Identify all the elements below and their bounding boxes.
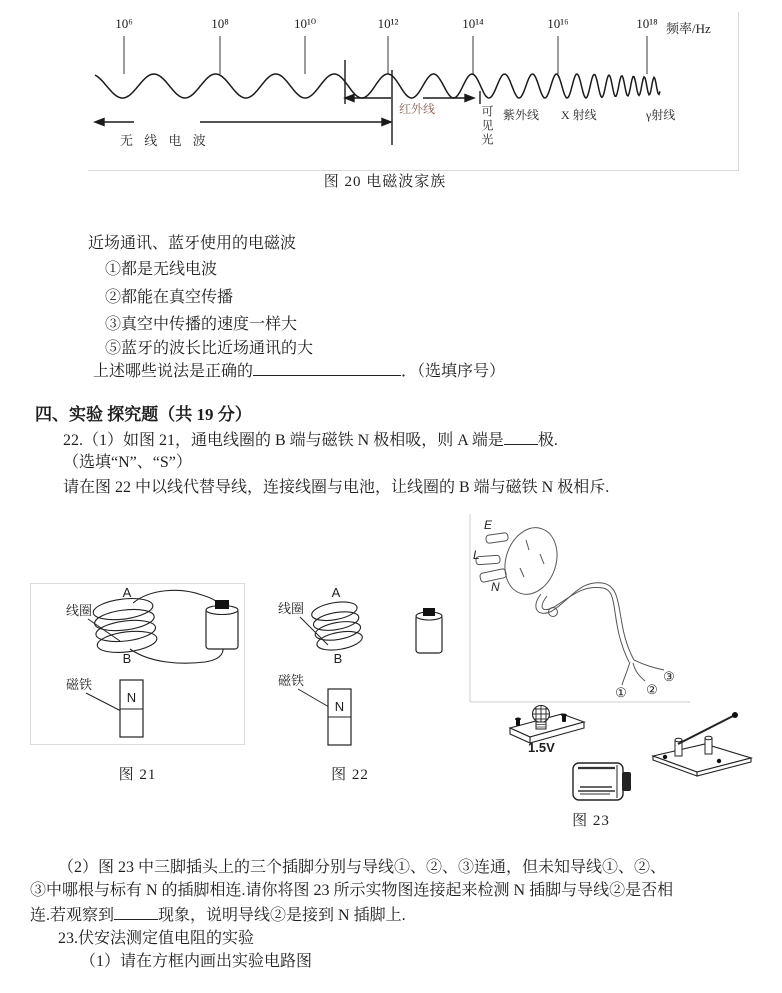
q22b-line-3 xyxy=(30,905,406,925)
wire-label-2: ② xyxy=(646,682,658,697)
q22-line-3: 请在图 22 中以线代替导线，连接线圈与电池，让线圈的 B 端与磁铁 N 极相斥. xyxy=(63,479,610,496)
q23-line-2: （1）请在方框内画出实验电路图 xyxy=(80,953,313,970)
magnet-22 xyxy=(328,689,351,745)
figure-20-caption: 图 20 电磁波家族 xyxy=(323,174,447,190)
magnet-21 xyxy=(120,680,143,737)
figure-23-frame xyxy=(470,514,690,702)
answer-blank xyxy=(114,905,158,920)
figure-22-drawing xyxy=(270,585,455,750)
q22-line1-text: 22.（1）如图 21，通电线圈的 B 端与磁铁 N 极相吸，则 A 端是 xyxy=(63,432,504,449)
section-4-title: 四、实验 探究题（共 19 分） xyxy=(35,405,252,424)
answer-blank xyxy=(504,430,538,445)
plug-pin-label-l: L xyxy=(473,548,480,562)
q21-option: ①都是无线电波 xyxy=(105,261,218,278)
figure-23-plug-drawing xyxy=(468,512,703,707)
band-label-infrared: 红外线 xyxy=(399,102,436,116)
coil-terminal-b: B xyxy=(122,651,132,666)
q22-line-1 xyxy=(63,430,558,450)
freq-tick-label: 10¹⁶ xyxy=(547,16,569,31)
battery-23-drawing xyxy=(570,758,635,806)
q21-intro: 近场通讯、蓝牙使用的电磁波 xyxy=(88,235,297,252)
plug-cord xyxy=(536,583,664,685)
magnet-pole-n: N xyxy=(126,690,137,705)
freq-tick-lines xyxy=(124,36,647,74)
coil-terminal-a: A xyxy=(331,585,341,600)
magnet-pole-n: N xyxy=(334,699,345,714)
coil-22 xyxy=(310,599,363,653)
q21-answer-suffix: ．（选填序号） xyxy=(401,363,506,380)
band-label-xray: X 射线 xyxy=(561,108,597,122)
wire-label-3: ③ xyxy=(663,669,675,684)
plug-pins xyxy=(476,533,544,583)
battery-22 xyxy=(416,608,442,653)
q22b-line3-text: 连.若观察到 xyxy=(30,907,115,924)
freq-tick-label: 10⁶ xyxy=(115,16,133,31)
freq-tick-label: 10⁸ xyxy=(211,16,229,31)
magnet-label: 磁铁 xyxy=(66,677,93,692)
switch-knob xyxy=(732,712,738,718)
freq-axis-unit: 频率/Hz xyxy=(666,21,711,36)
coil-21 xyxy=(92,596,158,656)
em-wave xyxy=(95,74,660,98)
battery-terminal xyxy=(423,608,435,616)
magnet-pointer-line xyxy=(86,693,121,711)
answer-blank xyxy=(253,361,401,376)
coil-label: 线圈 xyxy=(278,601,305,616)
freq-tick-label: 10¹⁴ xyxy=(462,16,484,31)
plug-pin-label-n: N xyxy=(491,580,500,594)
freq-tick-label: 10¹² xyxy=(377,16,399,31)
q21-answer-line xyxy=(93,361,505,381)
magnet-pointer-line xyxy=(298,689,329,707)
battery-21 xyxy=(206,600,238,649)
coil-label: 线圈 xyxy=(66,603,93,618)
lamp-voltage-label: 1.5V xyxy=(528,740,555,755)
q21-option: ⑤蓝牙的波长比近场通讯的大 xyxy=(105,340,314,357)
figure-21-drawing xyxy=(30,583,245,745)
coil-terminal-a: A xyxy=(122,585,132,600)
battery-terminal xyxy=(215,600,229,609)
band-label-radio: 无 线 电 波 xyxy=(120,133,210,148)
battery-terminal xyxy=(622,772,631,791)
q22-line-2: （选填“N”、“S”） xyxy=(63,454,192,471)
figure-23-caption: 图 23 xyxy=(572,813,610,829)
q22b-line3-tail: 现象，说明导线②是接到 N 插脚上. xyxy=(158,907,406,924)
wire-a-to-battery xyxy=(133,590,221,608)
q22b-line-2: ③中哪根与标有 N 的插脚相连.请你将图 23 所示实物图连接起来检测 N 插脚与导线②是否相 xyxy=(30,882,674,899)
figure-22-caption: 图 22 xyxy=(331,767,369,783)
freq-tick-label: 10¹⁰ xyxy=(293,16,317,31)
figure-21-caption: 图 21 xyxy=(118,767,157,783)
band-label-ultraviolet: 紫外线 xyxy=(503,108,540,122)
q21-answer-prompt: 上述哪些说法是正确的 xyxy=(93,363,254,380)
q21-option: ②都能在真空传播 xyxy=(105,289,234,306)
coil-terminal-b: B xyxy=(333,651,343,666)
magnet-label: 磁铁 xyxy=(278,673,305,688)
band-label-gamma: γ射线 xyxy=(646,108,676,122)
wire-label-1: ① xyxy=(615,685,627,700)
freq-tick-label: 10¹⁸ xyxy=(636,16,658,31)
band-label-visible: 可见光 xyxy=(480,105,494,147)
coil-pointer-line xyxy=(300,617,328,645)
q23-line-1: 23.伏安法测定值电阻的实验 xyxy=(58,930,255,947)
q22-line1-tail: 极. xyxy=(537,432,558,449)
switch-drawing xyxy=(645,708,760,778)
q21-option: ③真空中传播的速度一样大 xyxy=(105,316,298,333)
plug-pin-label-e: E xyxy=(484,518,493,532)
figure-20-spectrum xyxy=(88,12,739,171)
q22b-line-1: （2）图 23 中三脚插头上的三个插脚分别与导线①、②、③连通，但未知导线①、②、 xyxy=(58,859,667,876)
